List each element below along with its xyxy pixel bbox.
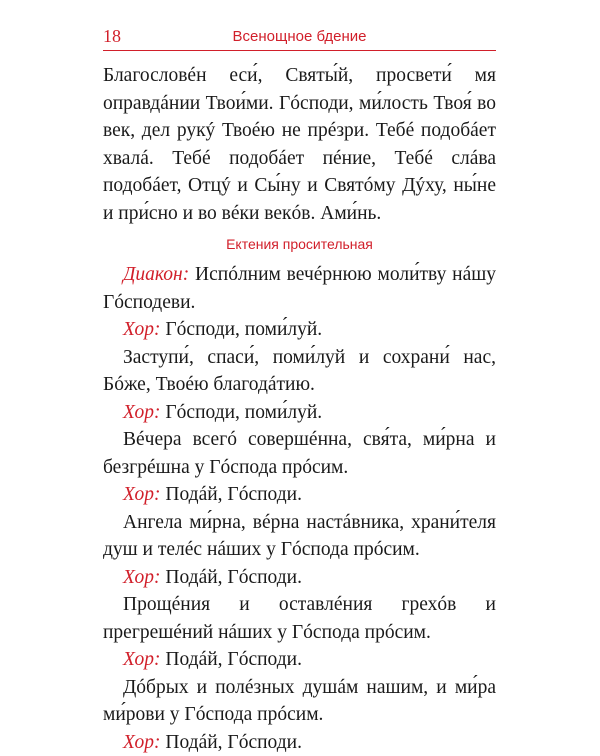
- speaker-label: Хор:: [123, 732, 161, 753]
- body-text: [103, 62, 496, 756]
- litany-line: [103, 729, 496, 756]
- litany-text: Заступи́, спаси́, поми́луй и сохрани́ нас, Бóже, Твоéю благодáтию.: [103, 347, 496, 396]
- speaker-label: Хор:: [123, 649, 161, 670]
- litany-text: Испóлним вечéрнюю моли́тву нáшу Гóсподеви.: [103, 264, 496, 313]
- speaker-label: Хор:: [123, 567, 161, 588]
- litany-text: Подáй, Гóсподи.: [165, 567, 302, 588]
- litany-text: Ангела ми́рна, вéрна настáвника, храни́теля душ и телéс нáших у Гóспода прóсим.: [103, 512, 496, 561]
- opening-prayer: Благословéн еси́, Святы́й, просвети́ мя оправдáнии Твои́ми. Гóсподи, ми́лость Твоя́ во век, дел рукý Твоéю не прéзри. Тебé подобáет хвалá. Тебé подобáет пéние, Тебé слáва подобáет, Отцý и Сы́ну и Святóму Дýху, ны́не и при́сно и во вéки векóв. Ами́нь.: [103, 62, 496, 227]
- litany-line: [103, 564, 496, 592]
- section-heading: Ектения просительная: [103, 234, 496, 254]
- litany-text: Подáй, Гóсподи.: [165, 649, 302, 670]
- page-number: 18: [103, 26, 121, 47]
- speaker-label: Хор:: [123, 402, 161, 423]
- litany: [103, 261, 496, 756]
- litany-line: [103, 261, 496, 316]
- litany-text: Дóбрых и полéзных душáм нашим, и ми́ра ми́рови у Гóспода прóсим.: [103, 677, 496, 726]
- litany-text: Вéчера всегó совершéнна, свя́та, ми́рна и безгрéшна у Гóспода прóсим.: [103, 429, 496, 478]
- litany-line: [103, 509, 496, 564]
- litany-line: [103, 316, 496, 344]
- litany-line: [103, 426, 496, 481]
- litany-line: [103, 646, 496, 674]
- litany-text: Гóсподи, поми́луй.: [165, 319, 322, 340]
- litany-text: Гóсподи, поми́луй.: [165, 402, 322, 423]
- speaker-label: Хор:: [123, 484, 161, 505]
- litany-text: Прощéния и оставлéния грехóв и прегрешéний нáших у Гóспода прóсим.: [103, 594, 496, 643]
- litany-line: [103, 481, 496, 509]
- litany-line: [103, 591, 496, 646]
- litany-line: [103, 344, 496, 399]
- running-head: [103, 28, 496, 51]
- speaker-label: Диакон:: [123, 264, 189, 285]
- speaker-label: Хор:: [123, 319, 161, 340]
- litany-line: [103, 399, 496, 427]
- litany-text: Подáй, Гóсподи.: [165, 484, 302, 505]
- litany-text: Подáй, Гóсподи.: [165, 732, 302, 753]
- litany-line: [103, 674, 496, 729]
- running-title: Всенощное бдение: [103, 28, 496, 45]
